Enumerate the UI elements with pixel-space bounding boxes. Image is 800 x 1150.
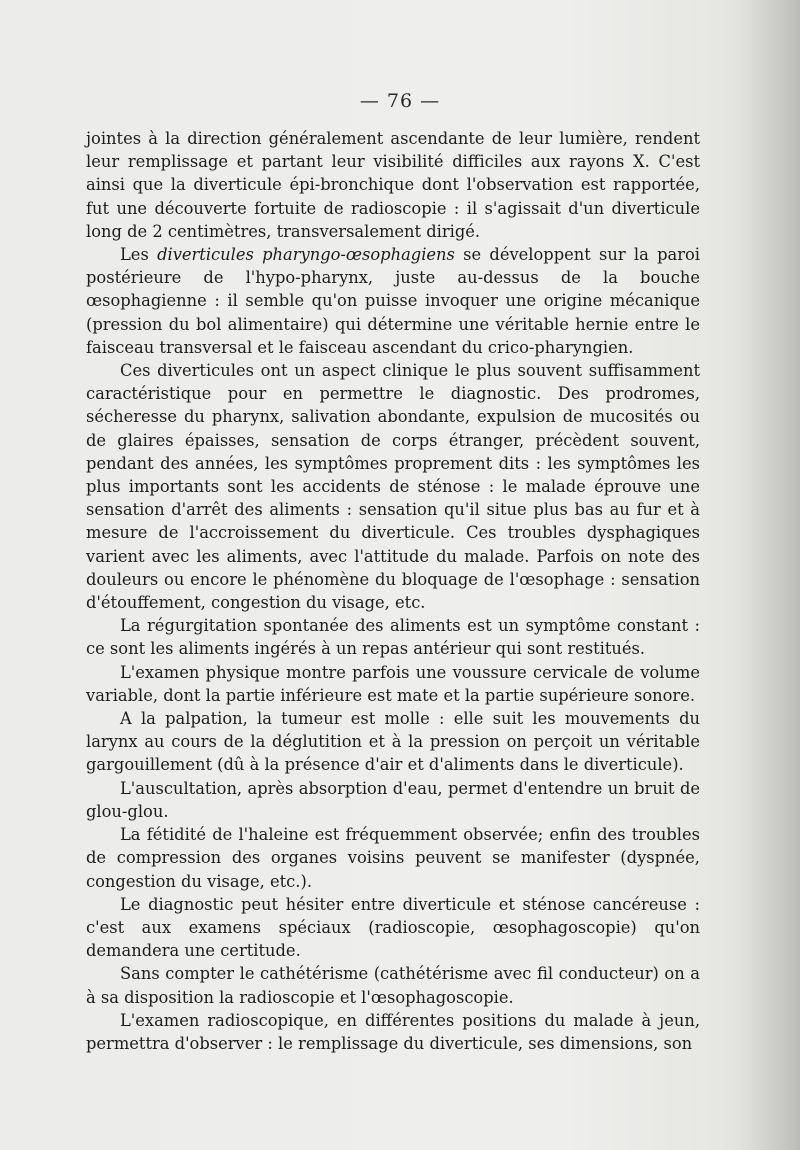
paragraph-text: La fétidité de l'haleine est fréquemment observée; enfin des troubles de compression des organes voisins peuvent se manifester (dyspnée, congestion du visage, etc.). [86, 825, 700, 891]
paragraph [86, 1009, 700, 1055]
paragraph [86, 243, 700, 359]
paragraph [86, 614, 700, 660]
paragraph-text: L'examen physique montre parfois une voussure cervicale de volume variable, dont la partie inférieure est mate et la partie supérieure sonore. [86, 662, 700, 705]
page-edge-shadow [740, 0, 800, 1150]
paragraph-text: jointes à la direction généralement ascendante de leur lumière, rendent leur remplissage et partant leur visibilité difficiles aux rayons X. C'est ainsi que la diverticule épi-bronchique dont l'observation est rapportée, fut une découverte fortuite de radioscopie : il s'agissait d'un diverticule long de 2 centimètres, transversalement dirigé. [86, 129, 700, 241]
paragraph-text: se développent sur la paroi postérieure de l'hypo-pharynx, juste au-dessus de la bouche œsophagienne : il semble qu'on puisse invoquer une origine mécanique (pression du bol alimentaire) qui détermine une véritable hernie entre le faisceau transversal et le faisceau ascendant du crico-pharyngien. [86, 245, 701, 357]
paragraph [86, 127, 700, 243]
paragraph-text: L'auscultation, après absorption d'eau, permet d'entendre un bruit de glou-glou. [86, 778, 700, 821]
paragraph-text: A la palpation, la tumeur est molle : elle suit les mouvements du larynx au cours de la déglutition et à la pression on perçoit un véritable gargouillement (dû à la présence d'air et d'aliments dans le diverticule). [86, 709, 700, 775]
paragraph-text: Les [120, 245, 158, 265]
paragraph-text: Ces diverticules ont un aspect clinique le plus souvent suffisamment caractéristique pour en permettre le diagnostic. Des prodromes, sécheresse du pharynx, salivation abondante, expulsion de mucosités ou de glaires épaisses, sensation de corps étranger, précèdent souvent, pendant des années, les symptômes proprement dits : les symptômes les plus importants sont les accidents de sténose : le malade éprouve une sensation d'arrêt des aliments : sensation qu'il situe plus bas au fur et à mesure de l'accroissement du diverticule. Ces troubles dysphagiques varient avec les aliments, avec l'attitude du malade. Parfois on note des douleurs ou encore le phénomène du bloquage de l'œsophage : sensation d'étouffement, congestion du visage, etc. [86, 361, 700, 613]
body-text [86, 127, 700, 1055]
paragraph [86, 661, 700, 707]
paragraph [86, 962, 700, 1008]
paragraph-text: Le diagnostic peut hésiter entre diverticule et sténose cancéreuse : c'est aux examens spéciaux (radioscopie, œsophagoscopie) qu'on demandera une certitude. [86, 894, 700, 961]
paragraph [86, 359, 700, 614]
paragraph [86, 707, 700, 777]
paragraph [86, 777, 700, 823]
paragraph-text: La régurgitation spontanée des aliments est un symptôme constant : ce sont les aliments ingérés à un repas antérieur qui sont restitués. [86, 616, 700, 659]
paragraph [86, 823, 700, 893]
italic-text: diverticules pharyngo-œsophagiens [157, 245, 455, 265]
paragraph [86, 893, 700, 963]
page-number: — 76 — [359, 90, 441, 112]
paragraph-text: L'examen radioscopique, en différentes positions du malade à jeun, permettra d'observer : le remplissage du diverticule, ses dimensions, son [86, 1010, 700, 1053]
paragraph-text: Sans compter le cathétérisme (cathétérisme avec fil conducteur) on a à sa disposition la radioscopie et l'œsophagoscopie. [86, 964, 700, 1007]
